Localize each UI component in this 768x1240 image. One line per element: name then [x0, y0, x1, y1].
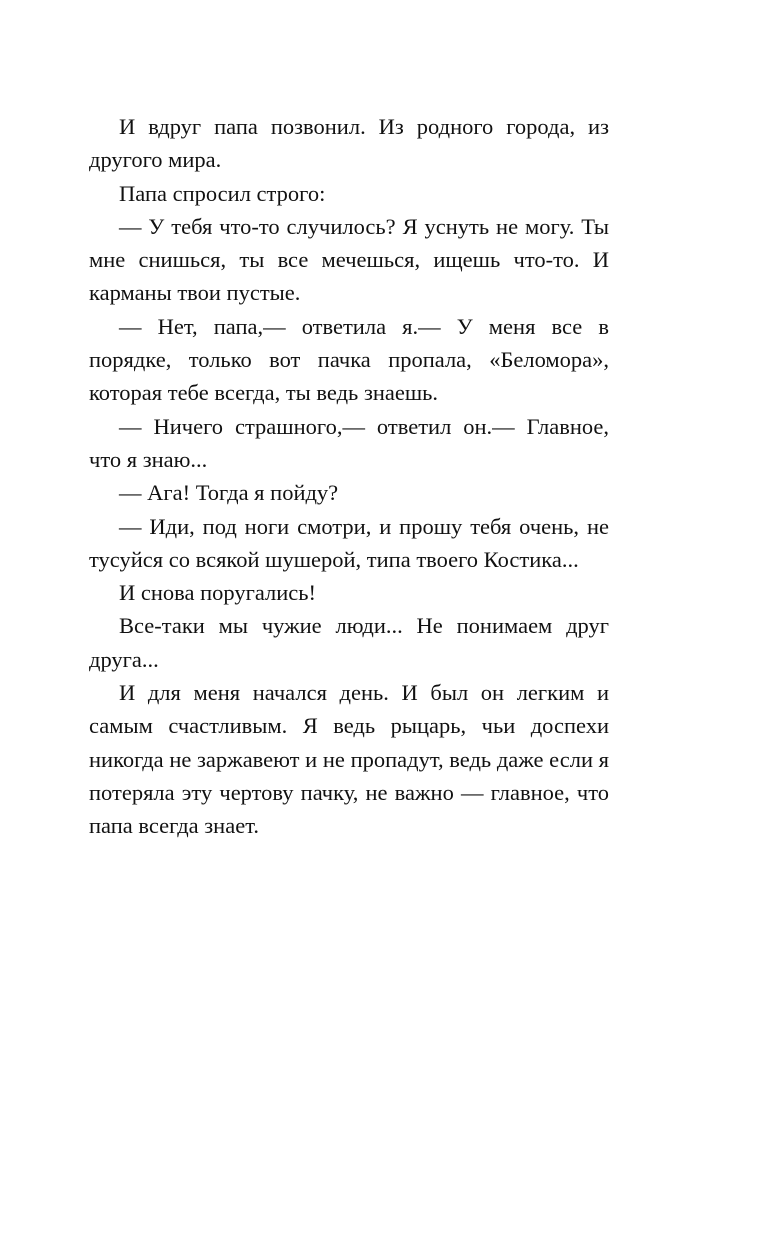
paragraph-day-began: И для меня начался день. И был он легким и самым счастливым. Я ведь рыцарь, чьи доспехи никогда не заржавеют и не пропадут, ведь даже если я потеряла эту чертову пачку, не важно — главное, что папа всегда знает. [89, 680, 609, 839]
paragraph-daughter-leave: — Ага! Тогда я пойду? [119, 480, 339, 506]
paragraph-strangers: Все-таки мы чужие люди... Не понимаем друг друга... [89, 613, 609, 672]
paragraph-father-advice: — Иди, под ноги смотри, и прошу тебя очень, не тусуйся со всякой шушерой, типа твоего Костика... [89, 513, 609, 572]
paragraph-father-asked: Папа спросил строго: [119, 180, 326, 206]
paragraph-phone-call: И вдруг папа позвонил. Из родного города, из другого мира. [89, 114, 609, 173]
paragraph-father-question: — У тебя что-то случилось? Я уснуть не могу. Ты мне снишься, ты все мечешься, ищешь что-то. И карманы твои пустые. [89, 213, 609, 306]
body-text [89, 110, 609, 843]
paragraph-daughter-answer: — Нет, папа,— ответила я.— У меня все в порядке, только вот пачка пропала, «Беломора», которая тебе всегда, ты ведь знаешь. [89, 313, 609, 406]
paragraph-father-reply: — Ничего страшного,— ответил он.— Главное, что я знаю... [89, 413, 609, 472]
paragraph-argued-again: И снова поругались! [119, 580, 317, 606]
